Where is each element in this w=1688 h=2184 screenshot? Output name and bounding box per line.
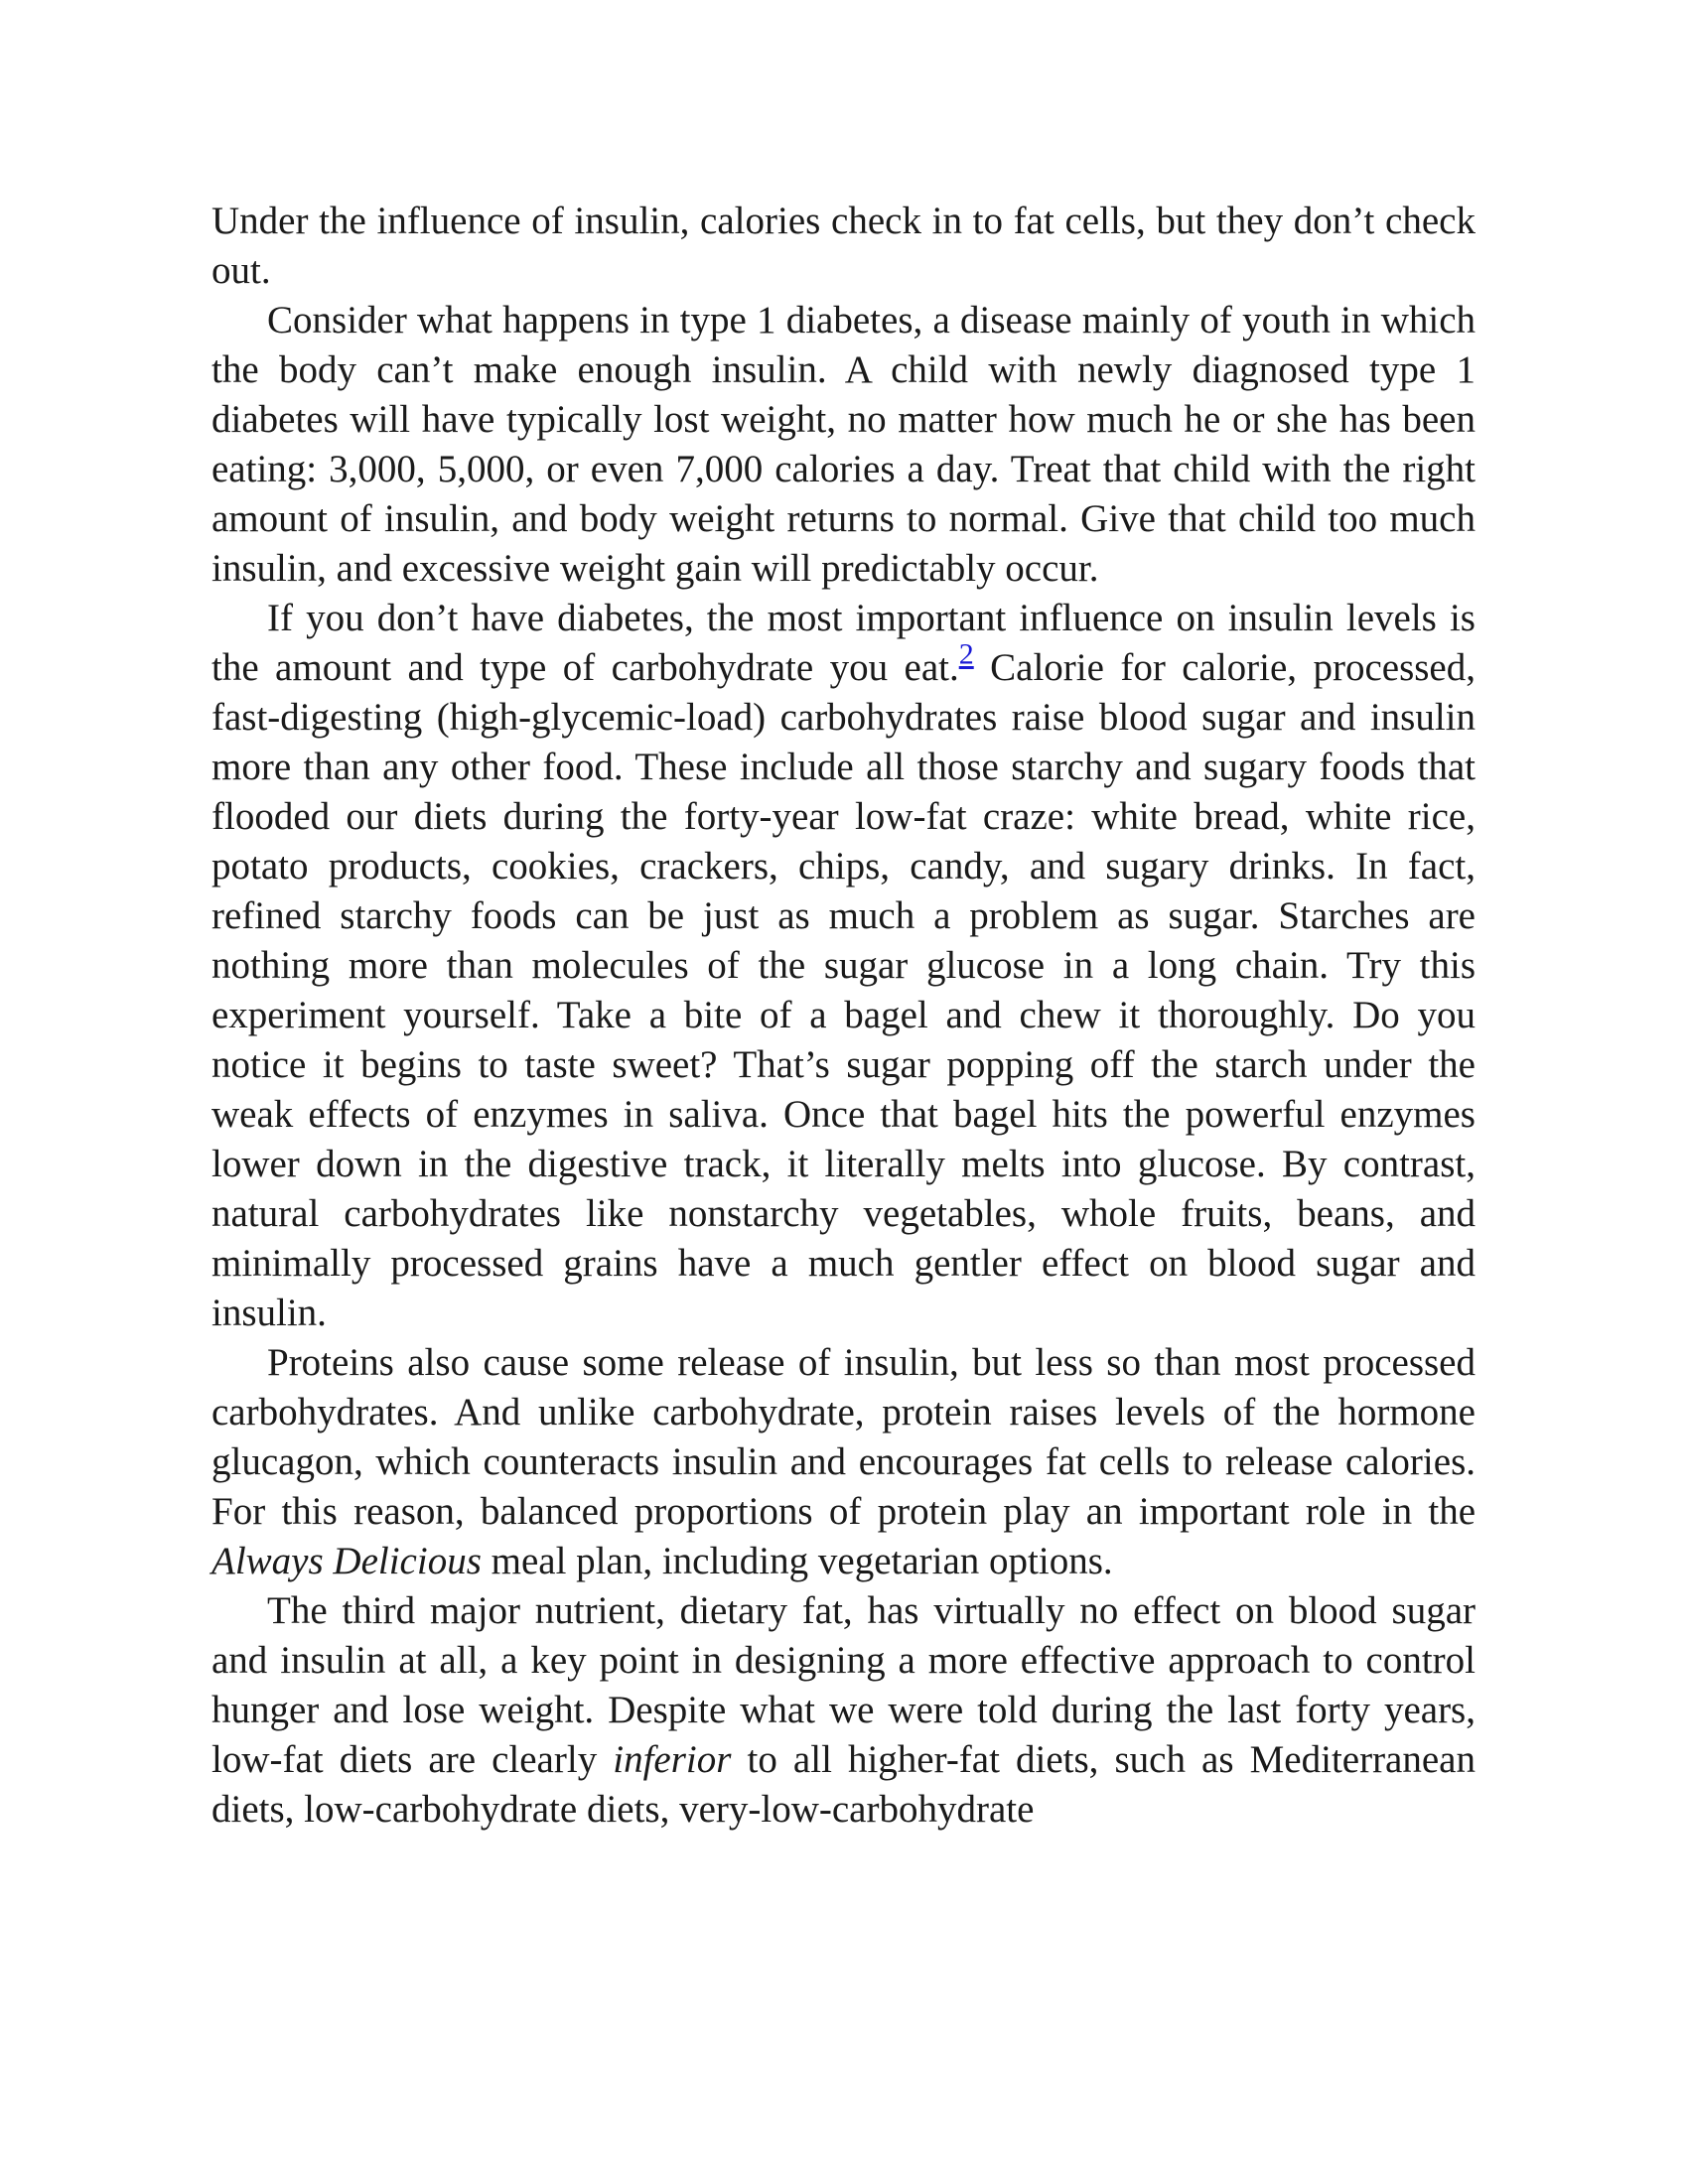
paragraph-4 (211, 1338, 1476, 1586)
paragraph-5-text-end: to all higher-fat diets, such as Mediterranean diets, low-carbohydrate diets, very-low-carbohydrate (211, 1738, 1476, 1831)
paragraph-2-text: Consider what happens in type 1 diabetes, a disease mainly of youth in which the body can’t make enough insulin. A child with newly diagnosed type 1 diabetes will have typically lost weight, no matter how much he or she has been eating: 3,000, 5,000, or even 7,000 calories a day. Treat that child with the right amount of insulin, and body weight returns to normal. Give that child too much insulin, and excessive weight gain will predictably occur. (211, 299, 1476, 590)
paragraph-3 (211, 594, 1476, 1338)
paragraph-3-text-end: Calorie for calorie, processed, fast-digesting (high-glycemic-load) carbohydrates raise blood sugar and insulin more than any other food. These include all those starchy and sugary foods that flooded our diets during the forty-year low-fat craze: white bread, white rice, potato products, cookies, crackers, chips, candy, and sugary drinks. In fact, refined starchy foods can be just as much a problem as sugar. Starches are nothing more than molecules of the sugar glucose in a long chain. Try this experiment yourself. Take a bite of a bagel and chew it thoroughly. Do you notice it begins to taste sweet? That’s sugar popping off the starch under the weak effects of enzymes in saliva. Once that bagel hits the powerful enzymes lower down in the digestive track, it literally melts into glucose. By contrast, natural carbohydrates like nonstarchy vegetables, whole fruits, beans, and minimally processed grains have a much gentler effect on blood sugar and insulin. (211, 646, 1476, 1334)
paragraph-2 (211, 296, 1476, 594)
paragraph-5 (211, 1586, 1476, 1835)
paragraph-4-text-start: Proteins also cause some release of insulin, but less so than most processed carbohydrates. And unlike carbohydrate, protein raises levels of the hormone glucagon, which counteracts insulin and encourages fat cells to release calories. For this reason, balanced proportions of protein play an important role in the (211, 1341, 1476, 1533)
footnote-link[interactable]: 2 (958, 637, 974, 671)
paragraph-4-text-end: meal plan, including vegetarian options. (481, 1540, 1113, 1582)
paragraph-5-text-start: The third major nutrient, dietary fat, has virtually no effect on blood sugar and insulin at all, a key point in designing a more effective approach to control hunger and lose weight. Despite what we were told during the last forty years, low-fat diets are clearly (211, 1589, 1476, 1781)
paragraph-1-text: Under the influence of insulin, calories check in to fat cells, but they don’t check out. (211, 200, 1476, 292)
emphasis-italic: inferior (613, 1738, 732, 1781)
book-title-italic: Always Delicious (211, 1540, 482, 1582)
document-page (211, 197, 1476, 1835)
paragraph-1 (211, 197, 1476, 296)
paragraph-3-text-start: If you don’t have diabetes, the most important influence on insulin levels is the amount and type of carbohydrate you eat. (211, 597, 1476, 689)
